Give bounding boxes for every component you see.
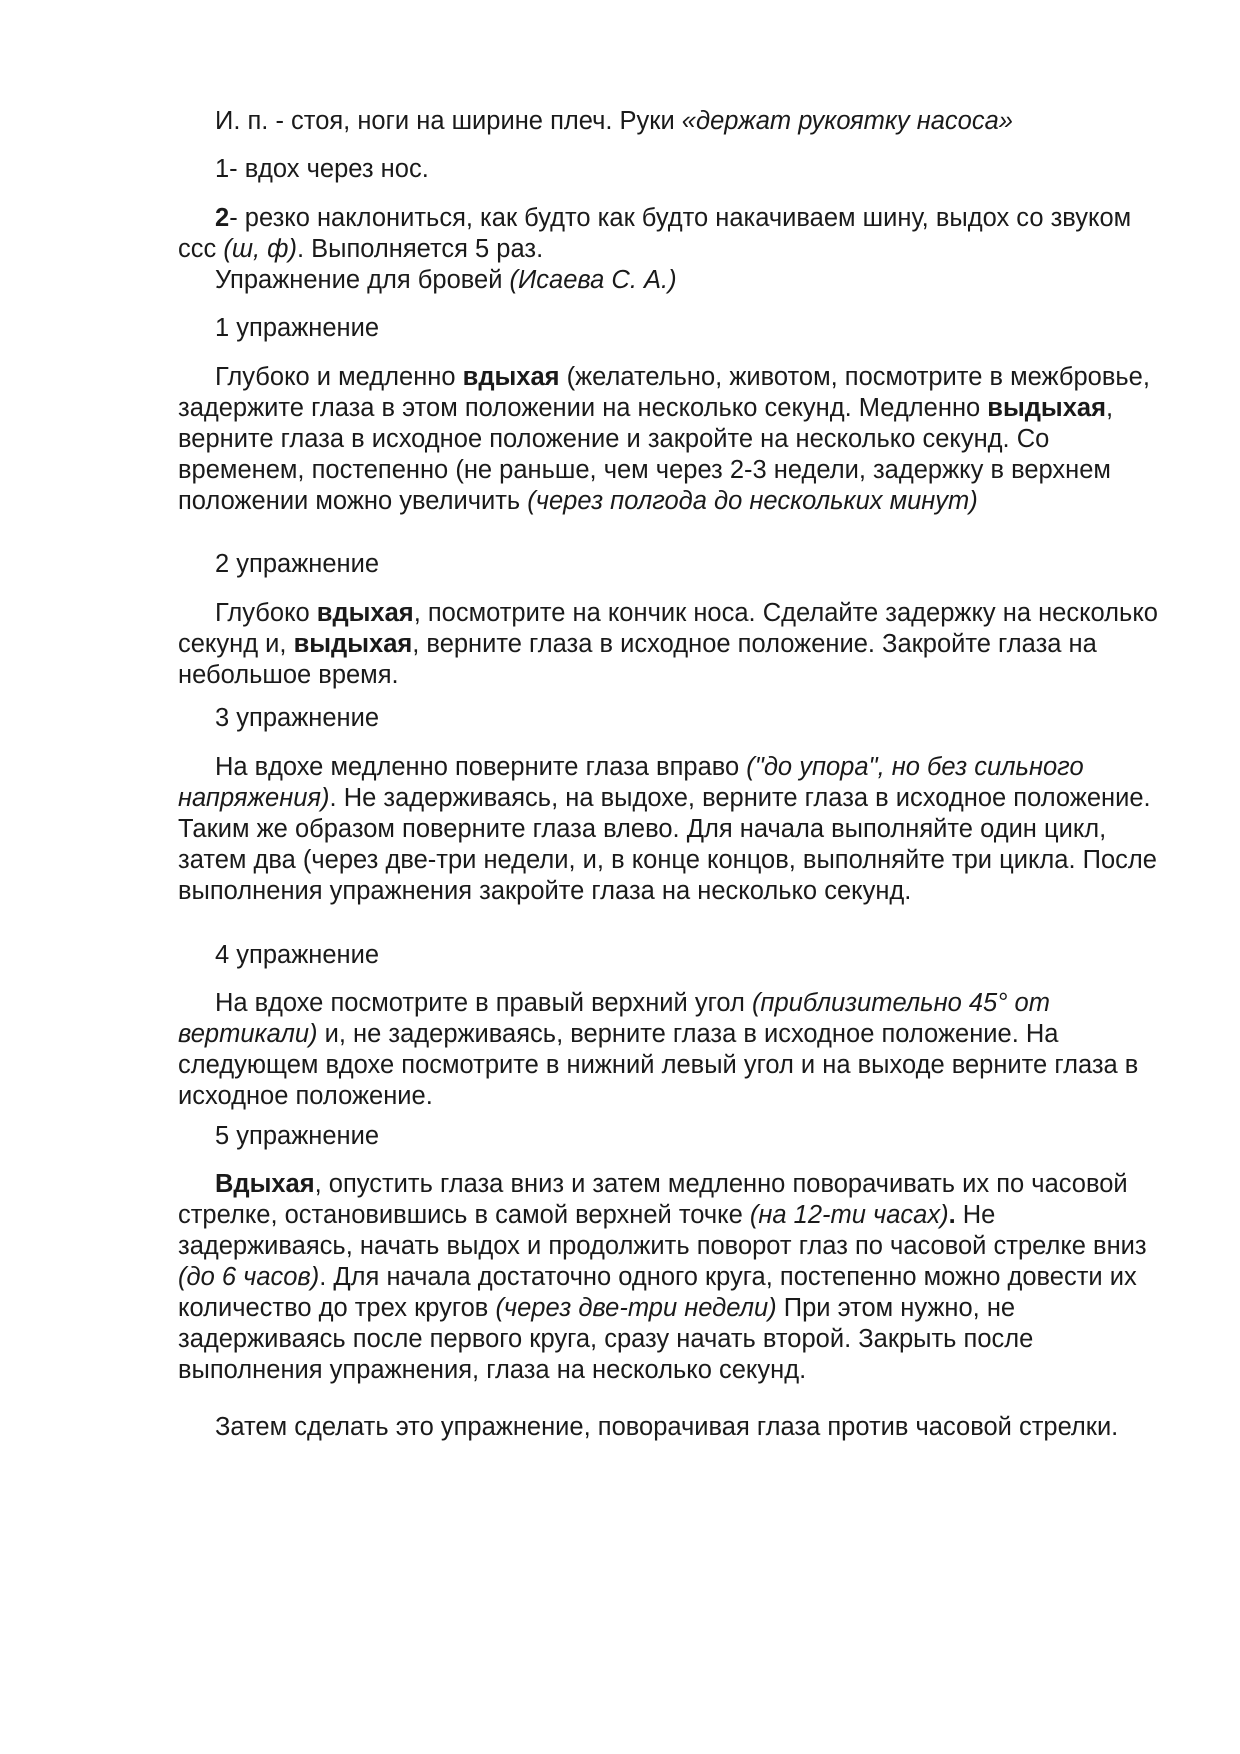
bold-text: 2 [215,204,230,232]
heading-exercise-1 [178,313,1163,344]
text-run: - резко наклониться, как будто как будто накачиваем шину, выдох со звуком ссс [178,204,1132,263]
text-run: (желательно, животом, посмотрите в межбровье, задержите глаза в этом положении на несколько секунд. Медленно [178,363,1150,422]
text-run: Глубоко и медленно [215,363,463,391]
italic-text: (через две-три недели) [495,1294,777,1322]
heading-exercise-4 [178,940,1163,971]
paragraph-exercise-5 [178,1169,1163,1386]
paragraph-exercise-4 [178,988,1163,1112]
text-run: На вдохе медленно поверните глаза вправо [215,753,747,781]
bold-text: вдыхая [462,363,560,391]
paragraph-starting-position [178,106,1163,137]
text-run: Глубоко [215,599,317,627]
text-run: Упражнение для бровей [215,266,510,294]
text-run: Не задерживаясь, начать выдох и продолжить поворот глаз по часовой стрелке вниз [178,1201,1147,1260]
italic-text: (Исаева С. А.) [509,266,677,294]
text-run: 2 упражнение [215,550,380,578]
text-run: При этом нужно, не задерживаясь после первого круга, сразу начать второй. Закрыть после выполнения упражнения, глаза на несколько секунд. [178,1294,1034,1384]
paragraph-counter-clockwise [178,1412,1163,1443]
italic-text: (через полгода до нескольких минут) [527,487,978,515]
text-run: И. п. - стоя, ноги на ширине плеч. Руки [215,107,682,135]
text-run: Затем сделать это упражнение, поворачивая глаза против часовой стрелки. [215,1413,1119,1441]
paragraph-step-2 [178,203,1163,265]
text-run: 1 упражнение [215,314,380,342]
paragraph-exercise-1 [178,362,1163,517]
text-run: 3 упражнение [215,704,380,732]
paragraph-exercise-3 [178,752,1163,907]
text-run: . Выполняется 5 раз. [296,235,544,263]
italic-text: (до 6 часов) [178,1263,320,1291]
text-run: и, не задерживаясь, верните глаза в исходное положение. На следующем вдохе посмотрите в нижний левый угол и на выходе верните глаза в исходное положение. [178,1020,1139,1110]
text-run: , верните глаза в исходное положение и закройте на несколько секунд. Со временем, постепенно (не раньше, чем через 2-3 недели, задержку в верхнем положении можно увеличить [178,394,1114,515]
heading-exercise-2 [178,549,1163,580]
text-run: . Не задерживаясь, на выдохе, верните глаза в исходное положение. Таким же образом поверните глаза влево. Для начала выполняйте один цикл, затем два (через две-три недели, и, в конце концов, выполняйте три цикла. После выполнения упражнения закройте глаза на несколько секунд. [178,784,1157,905]
bold-text: . [948,1201,956,1229]
paragraph-exercise-2 [178,598,1163,691]
heading-exercise-3 [178,703,1163,734]
bold-text: выдыхая [293,630,413,658]
bold-text: Вдыхая [215,1170,315,1198]
text-run: . Для начала достаточно одного круга, постепенно можно довести их количество до трех кругов [178,1263,1137,1322]
text-run: 4 упражнение [215,941,380,969]
italic-text: (приблизительно 45° от вертикали) [178,989,1050,1048]
text-run: На вдохе посмотрите в правый верхний угол [215,989,752,1017]
text-run: , верните глаза в исходное положение. Закройте глаза на небольшое время. [178,630,1097,689]
italic-text: «держат рукоятку насоса» [681,107,1013,135]
paragraph-eyebrow-exercise-title [178,265,1163,296]
text-run: 5 упражнение [215,1122,380,1150]
bold-text: вдыхая [316,599,414,627]
heading-exercise-5 [178,1121,1163,1152]
text-run: , посмотрите на кончик носа. Сделайте задержку на несколько секунд и, [178,599,1158,658]
text-run: , опустить глаза вниз и затем медленно поворачивать их по часовой стрелке, остановившись в самой верхней точке [178,1170,1128,1229]
italic-text: (на 12-ти часах) [749,1201,949,1229]
italic-text: (ш, ф) [223,235,297,263]
bold-text: выдыхая [987,394,1106,422]
paragraph-step-1 [178,154,1163,185]
text-run: 1- вдох через нос. [215,155,429,183]
italic-text: ("до упора", но без сильного напряжения) [178,753,1084,812]
